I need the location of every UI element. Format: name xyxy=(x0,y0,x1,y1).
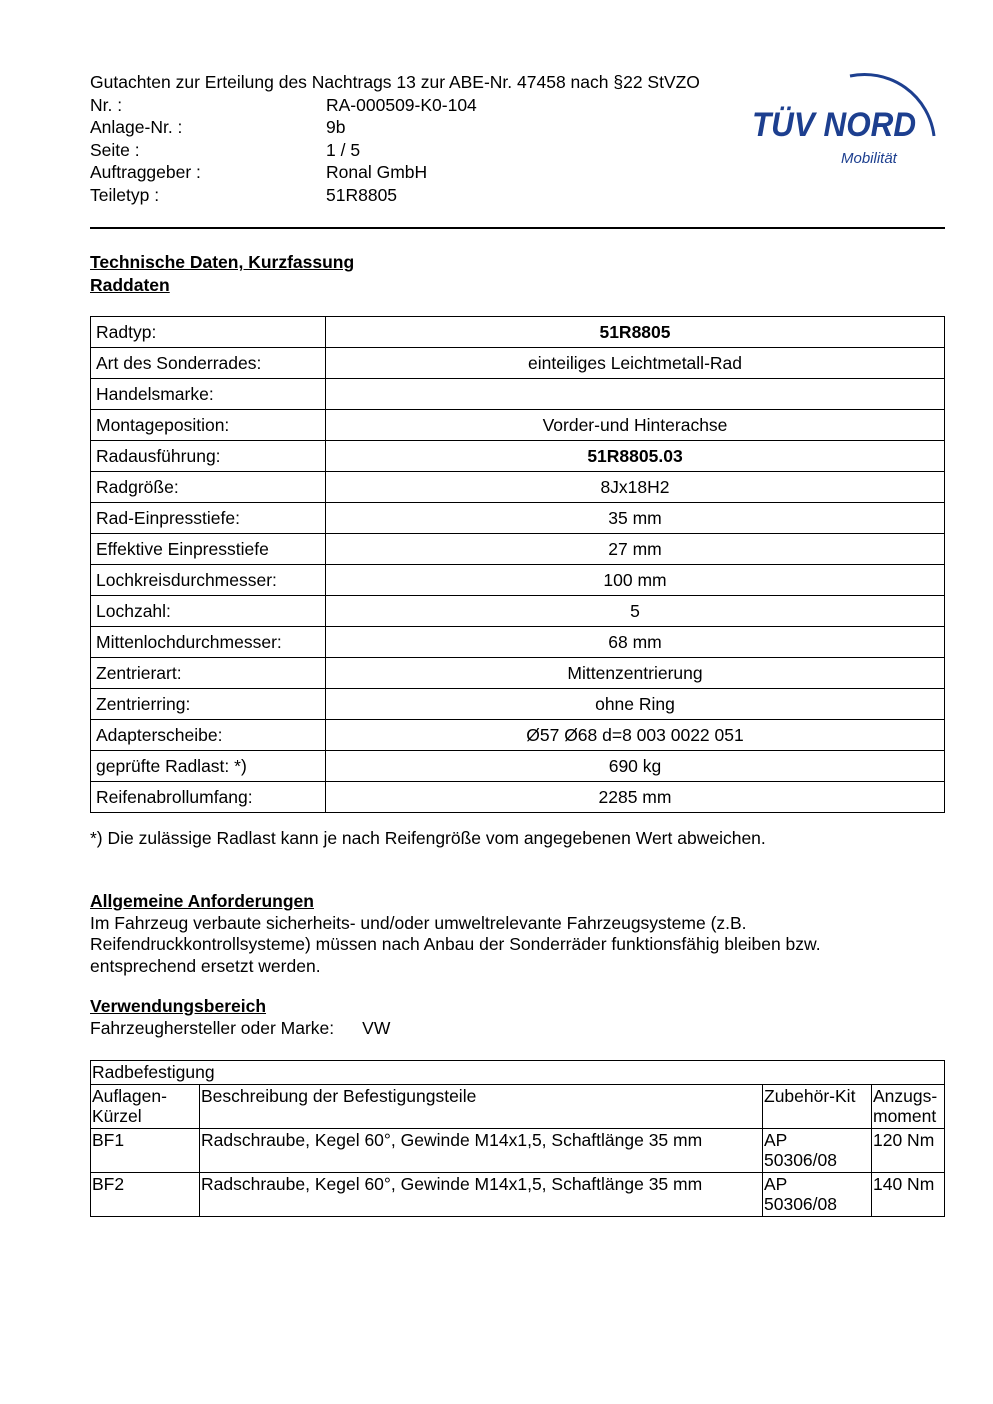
wheel-data-label: Zentrierring: xyxy=(91,689,326,720)
fastening-title: Radbefestigung xyxy=(91,1061,945,1085)
wheel-data-label: Reifenabrollumfang: xyxy=(91,782,326,813)
usage-section xyxy=(90,996,390,1039)
table-row xyxy=(91,720,945,751)
wheel-data-label: Zentrierart: xyxy=(91,658,326,689)
fastening-torque: 140 Nm xyxy=(872,1172,945,1216)
fastening-code: BF1 xyxy=(91,1128,200,1172)
wheel-data-label: Handelsmarke: xyxy=(91,379,326,410)
fastening-title-row xyxy=(91,1061,945,1085)
table-row xyxy=(91,503,945,534)
wheel-data-value: einteiliges Leichtmetall-Rad xyxy=(326,348,945,379)
header-torque-line2: moment xyxy=(873,1106,937,1126)
general-line: entsprechend ersetzt werden. xyxy=(90,955,321,976)
kit-line2: 50306/08 xyxy=(764,1194,837,1214)
table-row xyxy=(91,379,945,410)
fastening-kit xyxy=(763,1128,872,1172)
usage-label: Fahrzeughersteller oder Marke: xyxy=(90,1017,335,1038)
wheel-data-label: Radgröße: xyxy=(91,472,326,503)
header-code-line1: Auflagen- xyxy=(92,1085,167,1106)
table-row xyxy=(91,348,945,379)
header-value: RA-000509-K0-104 xyxy=(326,94,477,115)
wheel-data-label: Art des Sonderrades: xyxy=(91,348,326,379)
fastening-desc: Radschraube, Kegel 60°, Gewinde M14x1,5, Schaftlänge 35 mm xyxy=(200,1128,763,1172)
wheel-data-label: Rad-Einpresstiefe: xyxy=(91,503,326,534)
header-divider xyxy=(90,227,945,229)
table-row xyxy=(91,534,945,565)
header-label: Auftraggeber : xyxy=(90,162,201,183)
logo-brand: TÜV NORD xyxy=(752,106,916,144)
wheel-data-label: Lochkreisdurchmesser: xyxy=(91,565,326,596)
table-row xyxy=(91,689,945,720)
wheel-data-label: Mittenlochdurchmesser: xyxy=(91,627,326,658)
usage-line xyxy=(90,1018,390,1040)
table-row xyxy=(91,565,945,596)
table-row xyxy=(91,441,945,472)
header-label: Nr. : xyxy=(90,94,123,115)
wheel-data-label: Lochzahl: xyxy=(91,596,326,627)
fastening-table xyxy=(90,1060,945,1217)
wheel-data-label: Radtyp: xyxy=(91,317,326,348)
wheel-data-value: 5 xyxy=(326,596,945,627)
header-label: Anlage-Nr. : xyxy=(90,117,183,138)
table-row xyxy=(91,1172,945,1216)
wheel-data-value: 27 mm xyxy=(326,534,945,565)
table-row xyxy=(91,751,945,782)
header-value: 9b xyxy=(326,117,346,138)
general-line: Im Fahrzeug verbaute sicherheits- und/oder umweltrelevante Fahrzeugsysteme (z.B. xyxy=(90,912,747,933)
wheel-data-value xyxy=(326,379,945,410)
wheel-data-value: 100 mm xyxy=(326,565,945,596)
header-desc: Beschreibung der Befestigungsteile xyxy=(200,1084,763,1128)
wheel-data-value: 35 mm xyxy=(326,503,945,534)
fastening-torque: 120 Nm xyxy=(872,1128,945,1172)
wheel-data-body xyxy=(91,317,945,813)
technical-heading: Technische Daten, Kurzfassung xyxy=(90,252,355,272)
header-row-seite xyxy=(90,139,790,162)
wheel-data-label: geprüfte Radlast: *) xyxy=(91,751,326,782)
header-code-line2: Kürzel xyxy=(92,1106,142,1126)
table-row xyxy=(91,1128,945,1172)
usage-value: VW xyxy=(362,1017,391,1038)
wheel-data-value: 51R8805 xyxy=(326,317,945,348)
header-value: Ronal GmbH xyxy=(326,162,428,183)
technical-section-heading xyxy=(90,251,354,296)
header-torque xyxy=(872,1084,945,1128)
table-row xyxy=(91,472,945,503)
table-row xyxy=(91,627,945,658)
header-kit: Zubehör-Kit xyxy=(763,1084,872,1128)
wheel-data-label: Montageposition: xyxy=(91,410,326,441)
fastening-code: BF2 xyxy=(91,1172,200,1216)
header-code xyxy=(91,1084,200,1128)
header-row-teiletyp xyxy=(90,184,790,207)
kit-line1: AP xyxy=(764,1173,788,1194)
table-row xyxy=(91,410,945,441)
wheel-data-label: Adapterscheibe: xyxy=(91,720,326,751)
table-row xyxy=(91,317,945,348)
table-row xyxy=(91,782,945,813)
wheel-data-value: Mittenzentrierung xyxy=(326,658,945,689)
fastening-header-row xyxy=(91,1084,945,1128)
document-title: Gutachten zur Erteilung des Nachtrags 13 zur ABE-Nr. 47458 nach §22 StVZO xyxy=(90,72,700,92)
kit-line2: 50306/08 xyxy=(764,1150,837,1170)
wheel-data-value: Vorder-und Hinterachse xyxy=(326,410,945,441)
header-row-auftraggeber xyxy=(90,161,790,184)
table-row xyxy=(91,596,945,627)
table-row xyxy=(91,658,945,689)
fastening-desc: Radschraube, Kegel 60°, Gewinde M14x1,5, Schaftlänge 35 mm xyxy=(200,1172,763,1216)
tuv-nord-logo xyxy=(748,46,948,171)
wheel-data-label: Radausführung: xyxy=(91,441,326,472)
general-section xyxy=(90,891,950,977)
header-value: 51R8805 xyxy=(326,184,398,205)
wheel-data-value: Ø57 Ø68 d=8 003 0022 051 xyxy=(326,720,945,751)
general-heading: Allgemeine Anforderungen xyxy=(90,891,314,911)
load-note: *) Die zulässige Radlast kann je nach Reifengröße vom angegebenen Wert abweichen. xyxy=(90,828,766,848)
wheel-data-value: 8Jx18H2 xyxy=(326,472,945,503)
wheel-data-value: 51R8805.03 xyxy=(326,441,945,472)
logo-sub: Mobilität xyxy=(841,150,897,167)
wheel-data-table xyxy=(90,316,945,813)
header-value: 1 / 5 xyxy=(326,139,361,160)
header-label: Teiletyp : xyxy=(90,184,160,205)
header-label: Seite : xyxy=(90,139,140,160)
wheel-data-label: Effektive Einpresstiefe xyxy=(91,534,326,565)
usage-heading: Verwendungsbereich xyxy=(90,996,267,1016)
general-line: Reifendruckkontrollsysteme) müssen nach Anbau der Sonderräder funktionsfähig bleiben bzw. xyxy=(90,934,821,954)
kit-line1: AP xyxy=(764,1129,788,1150)
header-row-nr xyxy=(90,94,790,117)
document-header xyxy=(90,71,790,207)
wheel-data-value: 2285 mm xyxy=(326,782,945,813)
header-row-anlage xyxy=(90,116,790,139)
wheel-data-value: 68 mm xyxy=(326,627,945,658)
wheel-data-value: ohne Ring xyxy=(326,689,945,720)
wheel-data-value: 690 kg xyxy=(326,751,945,782)
header-torque-line1: Anzugs- xyxy=(873,1085,938,1106)
fastening-kit xyxy=(763,1172,872,1216)
raddaten-heading: Raddaten xyxy=(90,274,170,295)
